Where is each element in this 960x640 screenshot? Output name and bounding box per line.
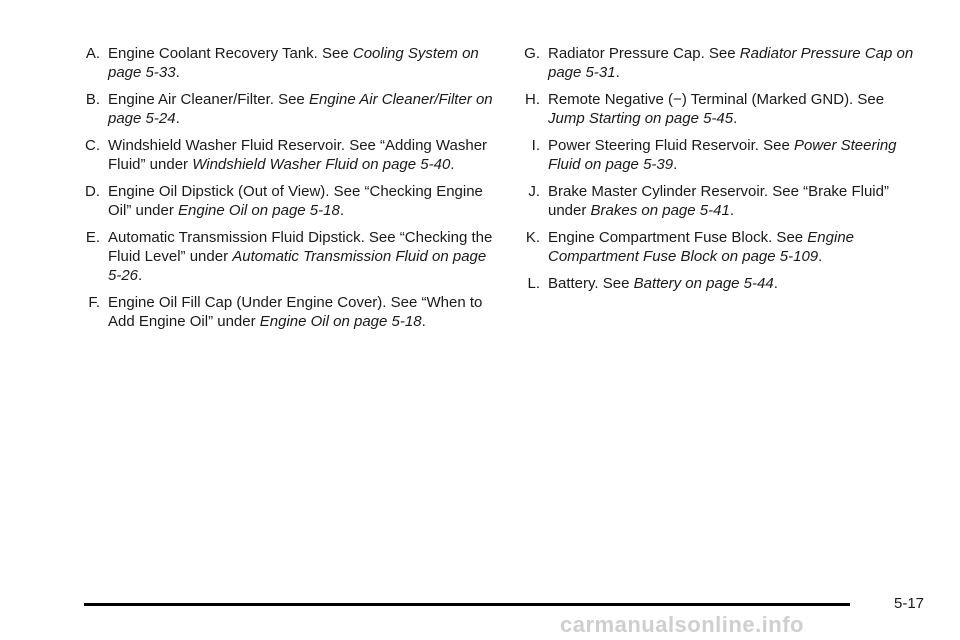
item-text: [108, 44, 496, 82]
item-tail: .: [138, 267, 143, 284]
item-tail: .: [615, 64, 620, 81]
item-text: [108, 228, 496, 285]
item-tail: .: [421, 313, 426, 330]
page-reference-link[interactable]: Engine Air Cleaner/Filter on page 5-24: [108, 91, 493, 127]
item-text: [548, 44, 916, 82]
item-tail: .: [818, 248, 823, 265]
page-reference-link[interactable]: Engine Compartment Fuse Block on page 5-109: [548, 229, 855, 265]
page-reference-link[interactable]: Cooling System on page 5-33: [108, 45, 479, 81]
page-number: 5-17: [894, 595, 925, 612]
list-item-e: [76, 228, 496, 285]
list-item-i: [516, 136, 916, 174]
item-description: Power Steering Fluid Reservoir. See: [548, 137, 794, 154]
item-text: [548, 228, 916, 266]
footer-rule: [84, 603, 850, 606]
item-letter: I.: [531, 137, 540, 154]
item-letter: H.: [525, 91, 540, 108]
item-text: [108, 182, 496, 220]
item-tail: .: [450, 156, 455, 173]
page-reference-link[interactable]: Battery on page 5-44: [633, 275, 774, 292]
item-description: Engine Oil Dipstick (Out of View). See “Checking Engine Oil” under: [108, 183, 483, 219]
page-reference-link[interactable]: Power Steering Fluid on page 5-39: [548, 137, 897, 173]
item-tail: .: [729, 202, 734, 219]
list-item-g: [516, 44, 916, 82]
page-reference-link[interactable]: Windshield Washer Fluid on page 5-40: [192, 156, 451, 173]
item-description: Engine Coolant Recovery Tank. See: [108, 45, 353, 62]
item-description: Radiator Pressure Cap. See: [548, 45, 740, 62]
list-item-d: [76, 182, 496, 220]
item-description: Brake Master Cylinder Reservoir. See “Brake Fluid” under: [548, 183, 889, 219]
item-letter: D.: [85, 183, 100, 200]
item-letter: C.: [85, 137, 100, 154]
item-letter: B.: [85, 91, 100, 108]
item-text: [548, 90, 916, 128]
item-description: Automatic Transmission Fluid Dipstick. See “Checking the Fluid Level” under: [108, 229, 493, 265]
item-tail: .: [773, 275, 778, 292]
left-column: [76, 44, 496, 339]
list-item-c: [76, 136, 496, 174]
right-column: [516, 44, 916, 301]
item-letter: J.: [528, 183, 540, 200]
item-text: [108, 293, 496, 331]
item-text: [108, 90, 496, 128]
item-description: Engine Air Cleaner/Filter. See: [108, 91, 309, 108]
list-item-a: [76, 44, 496, 82]
item-letter: L.: [527, 275, 540, 292]
item-tail: .: [339, 202, 344, 219]
item-letter: F.: [88, 294, 100, 311]
item-tail: .: [673, 156, 678, 173]
item-description: Engine Compartment Fuse Block. See: [548, 229, 808, 246]
item-text: [548, 182, 916, 220]
list-item-b: [76, 90, 496, 128]
item-letter: G.: [524, 45, 540, 62]
page-reference-link[interactable]: Radiator Pressure Cap on page 5-31: [548, 45, 914, 81]
page-reference-link[interactable]: Jump Starting on page 5-45: [548, 110, 734, 127]
list-item-k: [516, 228, 916, 266]
item-description: Battery. See: [548, 275, 634, 292]
watermark: carmanualsonline.info: [560, 612, 804, 637]
item-text: [548, 274, 916, 293]
list-item-l: [516, 274, 916, 293]
item-text: [108, 136, 496, 174]
item-tail: .: [733, 110, 738, 127]
page-reference-link[interactable]: Automatic Transmission Fluid on page 5-26: [108, 248, 487, 284]
page-reference-link[interactable]: Engine Oil on page 5-18: [178, 202, 340, 219]
item-description: Remote Negative (−) Terminal (Marked GND). See: [548, 91, 885, 108]
list-item-h: [516, 90, 916, 128]
item-letter: K.: [525, 229, 540, 246]
item-tail: .: [175, 110, 180, 127]
list-item-f: [76, 293, 496, 331]
list-item-j: [516, 182, 916, 220]
item-letter: E.: [85, 229, 100, 246]
item-tail: .: [175, 64, 180, 81]
page-reference-link[interactable]: Brakes on page 5-41: [590, 202, 730, 219]
item-text: [548, 136, 916, 174]
item-letter: A.: [85, 45, 100, 62]
item-description: Engine Oil Fill Cap (Under Engine Cover). See “When to Add Engine Oil” under: [108, 294, 483, 330]
page-reference-link[interactable]: Engine Oil on page 5-18: [259, 313, 422, 330]
item-description: Windshield Washer Fluid Reservoir. See “Adding Washer Fluid” under: [108, 137, 488, 173]
